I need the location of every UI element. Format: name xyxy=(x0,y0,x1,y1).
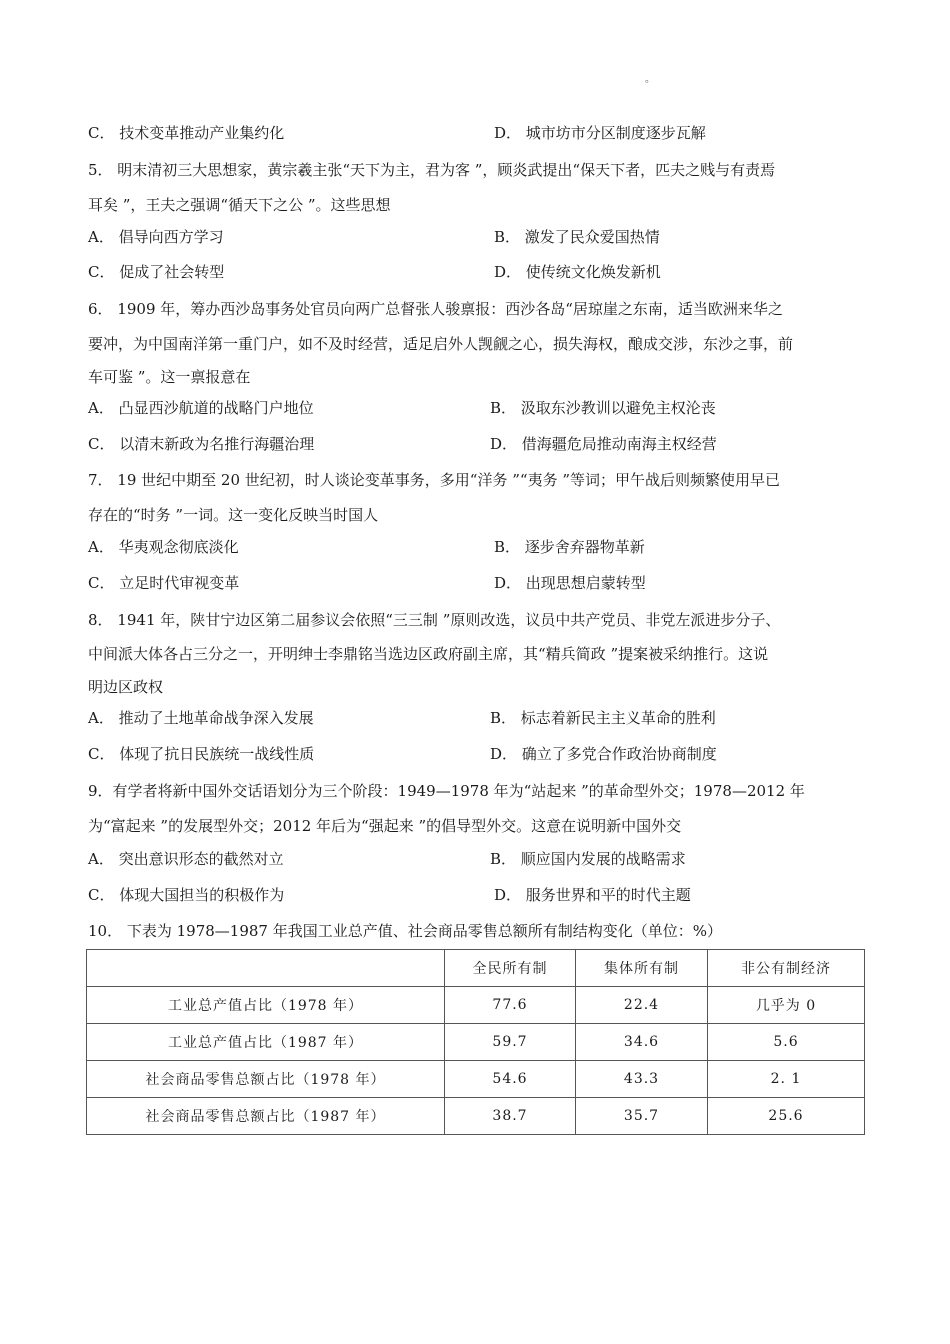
q5-option-c: C． 促成了社会转型 xyxy=(88,263,225,281)
table-cell: 2. 1 xyxy=(708,1061,865,1098)
header-mark: 。 xyxy=(645,74,655,85)
q9-stem-line-1: 9．有学者将新中国外交话语划分为三个阶段：1949—1978 年为“站起来 ”的革命型外交；1978—2012 年 xyxy=(88,782,805,800)
q6-option-b: B． 汲取东沙教训以避免主权沦丧 xyxy=(490,399,716,417)
q7-option-b: B． 逐步舍弃器物革新 xyxy=(494,538,645,556)
q9-option-c: C． 体现大国担当的积极作为 xyxy=(88,886,285,904)
table-row xyxy=(87,1098,865,1135)
q7-option-c: C． 立足时代审视变革 xyxy=(88,574,240,592)
table-row xyxy=(87,1024,865,1061)
q5-option-a: A． 倡导向西方学习 xyxy=(88,228,224,246)
table-cell: 工业总产值占比（1978 年） xyxy=(87,987,445,1024)
q4-option-c: C． 技术变革推动产业集约化 xyxy=(88,124,285,142)
q8-option-b: B． 标志着新民主主义革命的胜利 xyxy=(490,709,716,727)
q9-option-d: D． 服务世界和平的时代主题 xyxy=(494,886,691,904)
table-cell: 22.4 xyxy=(576,987,708,1024)
q5-option-d: D． 使传统文化焕发新机 xyxy=(494,263,661,281)
table-cell: 几乎为 0 xyxy=(708,987,865,1024)
q4-option-d: D． 城市坊市分区制度逐步瓦解 xyxy=(494,124,706,142)
q10-stem: 10． 下表为 1978—1987 年我国工业总产值、社会商品零售总额所有制结构变化（单位：%） xyxy=(88,922,722,940)
q9-option-a: A． 突出意识形态的截然对立 xyxy=(88,850,284,868)
q7-option-a: A． 华夷观念彻底淡化 xyxy=(88,538,239,556)
table-header-cell: 全民所有制 xyxy=(445,950,576,987)
table-cell: 34.6 xyxy=(576,1024,708,1061)
table-header-cell: 非公有制经济 xyxy=(708,950,865,987)
table-header-row xyxy=(87,950,865,987)
q6-stem-line-1: 6． 1909 年，筹办西沙岛事务处官员向两广总督张人骏禀报：西沙各岛“居琼崖之东南，适当欧洲来华之 xyxy=(88,300,783,318)
table-row xyxy=(87,987,865,1024)
q9-option-b: B． 顺应国内发展的战略需求 xyxy=(490,850,686,868)
table-cell: 社会商品零售总额占比（1987 年） xyxy=(87,1098,445,1135)
q5-stem-line-1: 5． 明末清初三大思想家，黄宗羲主张“天下为主，君为客 ”，顾炎武提出“保天下者，匹夫之贱与有责焉 xyxy=(88,161,776,179)
ownership-structure-table xyxy=(86,949,865,1135)
q7-option-d: D． 出现思想启蒙转型 xyxy=(494,574,646,592)
q7-stem-line-2: 存在的“时务 ”一词。这一变化反映当时国人 xyxy=(88,506,379,524)
q8-stem-line-2: 中间派大体各占三分之一，开明绅士李鼎铭当选边区政府副主席，其“精兵简政 ”提案被采纳推行。这说 xyxy=(88,645,769,663)
table-cell: 77.6 xyxy=(445,987,576,1024)
table-cell: 25.6 xyxy=(708,1098,865,1135)
q6-option-d: D． 借海疆危局推动南海主权经营 xyxy=(490,435,717,453)
q6-option-c: C． 以清末新政为名推行海疆治理 xyxy=(88,435,315,453)
table-cell: 工业总产值占比（1987 年） xyxy=(87,1024,445,1061)
q8-stem-line-3: 明边区政权 xyxy=(88,678,164,696)
q8-stem-line-1: 8． 1941 年，陕甘宁边区第二届参议会依照“三三制 ”原则改选，议员中共产党员、非党左派进步分子、 xyxy=(88,611,781,629)
q8-option-d: D． 确立了多党合作政治协商制度 xyxy=(490,745,717,763)
q8-option-a: A． 推动了土地革命战争深入发展 xyxy=(88,709,314,727)
table-row xyxy=(87,1061,865,1098)
q6-option-a: A． 凸显西沙航道的战略门户地位 xyxy=(88,399,314,417)
table-cell: 43.3 xyxy=(576,1061,708,1098)
table-cell: 社会商品零售总额占比（1978 年） xyxy=(87,1061,445,1098)
q5-stem-line-2: 耳矣 ”，王夫之强调“循天下之公 ”。这些思想 xyxy=(88,196,391,214)
q8-option-c: C． 体现了抗日民族统一战线性质 xyxy=(88,745,315,763)
q5-option-b: B． 激发了民众爱国热情 xyxy=(494,228,660,246)
q6-stem-line-2: 要冲，为中国南洋第一重门户，如不及时经营，适足启外人觊觎之心，损失海权，酿成交涉，东沙之事，前 xyxy=(88,335,794,353)
table-cell: 54.6 xyxy=(445,1061,576,1098)
table-header-cell: 集体所有制 xyxy=(576,950,708,987)
table-cell: 35.7 xyxy=(576,1098,708,1135)
q9-stem-line-2: 为“富起来 ”的发展型外交；2012 年后为“强起来 ”的倡导型外交。这意在说明新中国外交 xyxy=(88,817,682,835)
table-cell: 5.6 xyxy=(708,1024,865,1061)
table-header-cell xyxy=(87,950,445,987)
q6-stem-line-3: 车可鉴 ”。这一禀报意在 xyxy=(88,368,251,386)
table-cell: 38.7 xyxy=(445,1098,576,1135)
q7-stem-line-1: 7． 19 世纪中期至 20 世纪初，时人谈论变革事务，多用“洋务 ”“夷务 ”等词；甲午战后则频繁使用早已 xyxy=(88,471,781,489)
table-cell: 59.7 xyxy=(445,1024,576,1061)
